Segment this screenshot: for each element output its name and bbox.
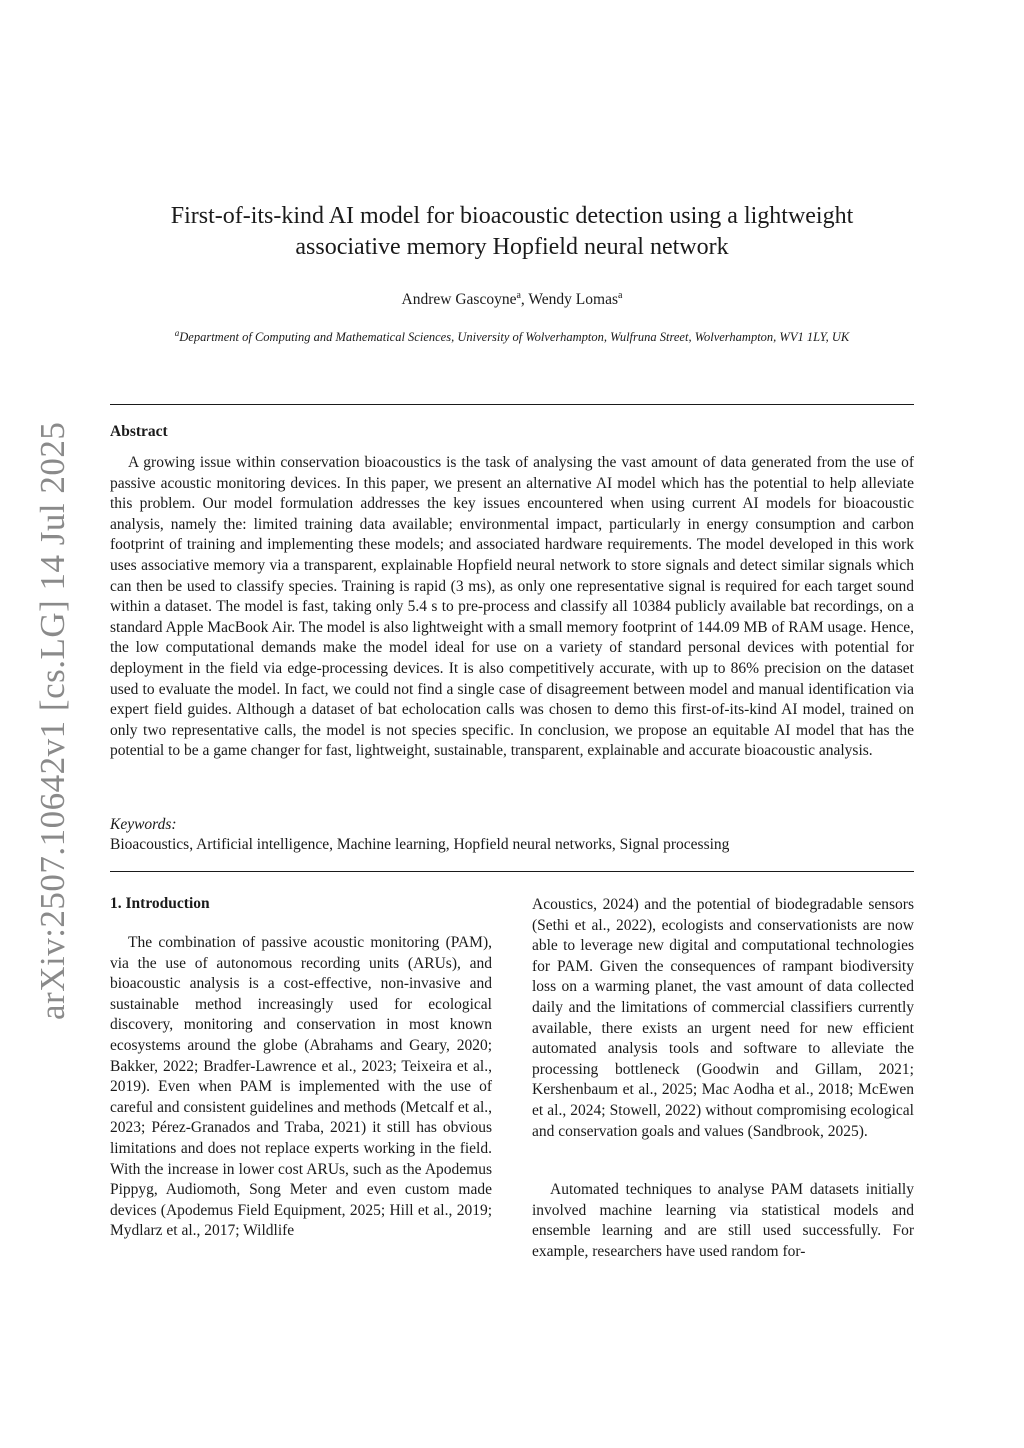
author-affiliation-mark: a [516, 290, 521, 301]
title-line-1: First-of-its-kind AI model for bioacoustic detection using a lightweight [170, 203, 854, 229]
abstract-heading: Abstract [110, 423, 168, 440]
intro-right-paragraph-2: Automated techniques to analyse PAM datasets initially involved machine learning via statistical models and ensemble learning and are still used successfully. For example, researchers have used random for- [532, 1181, 914, 1260]
author-list [110, 290, 914, 309]
bottom-divider [110, 871, 914, 872]
intro-left-paragraph: The combination of passive acoustic monitoring (PAM), via the use of autonomous recording units (ARUs), and bioacoustic analysis is a cost-effective, non-invasive and sustainable method increasingly used for ecological discovery, monitoring and conservation in most known ecosystems around the globe (Abrahams and Geary, 2020; Bakker, 2022; Bradfer-Lawrence et al., 2023; Teixeira et al., 2019). Even when PAM is implemented with the use of careful and consistent guidelines and methods (Metcalf et al., 2023; Pérez-Granados and Traba, 2021) it still has obvious limitations and does not replace experts working in the field. With the increase in lower cost ARUs, such as the Apodemus Pippyg, Audiomoth, Song Meter and even custom made devices (Apodemus Field Equipment, 2025; Hill et al., 2019; Mydlarz et al., 2017; Wildlife [110, 934, 492, 1240]
keywords-text: Bioacoustics, Artificial intelligence, Machine learning, Hopfield neural networks, Signal processing [110, 836, 730, 853]
affiliation [110, 328, 914, 345]
affiliation-mark: a [174, 328, 180, 338]
top-divider [110, 404, 914, 405]
section-heading-introduction: 1. Introduction [110, 895, 210, 912]
keywords-label: Keywords: [110, 816, 177, 833]
author-name: Andrew Gascoyne [401, 291, 517, 309]
arxiv-identifier: arXiv:2507.10642v1 [cs.LG] 14 Jul 2025 [33, 421, 72, 1020]
abstract-body: A growing issue within conservation bioacoustics is the task of analysing the vast amount of data generated from the use of passive acoustic monitoring devices. In this paper, we present an alternative AI model which has the potential to help alleviate this problem. Our model formulation addresses the key issues encountered when using current AI models for bioacoustic analysis, namely the: limited training data available; environmental impact, particularly in energy consumption and carbon footprint of training and implementing these models; and associated hardware requirements. The model developed in this work uses associative memory via a transparent, explainable Hopfield neural network to store signals and detect similar signals which can then be used to classify species. Training is rapid (3 ms), as only one representative signal is required for each target sound within a dataset. The model is fast, taking only 5.4 s to pre-process and classify all 10384 publicly available bat recordings, on a standard Apple MacBook Air. The model is also lightweight with a small memory footprint of 144.09 MB of RAM usage. Hence, the low computational demands make the model ideal for use on a variety of standard personal devices with potential for deployment in the field via edge-processing devices. It is also competitively accurate, with up to 86% precision on the dataset used to evaluate the model. In fact, we could not find a single case of disagreement between model and manual identification via expert field guides. Although a dataset of bat echolocation calls was chosen to demo this first-of-its-kind AI model, trained on only two representative calls, the model is not species specific. In conclusion, we propose an equitable AI model that has the potential to be a game changer for fast, lightweight, sustainable, transparent, explainable and accurate bioacoustic analysis. [110, 454, 914, 760]
author-separator: , [520, 291, 529, 309]
affiliation-text: Department of Computing and Mathematical Sciences, University of Wolverhampton, Wulfruna Street, Wolverhampton, WV1 1LY, UK [179, 330, 850, 345]
intro-right-paragraph-1: Acoustics, 2024) and the potential of biodegradable sensors (Sethi et al., 2022), ecologists and conservationists are now able to leverage new digital and computational technologies for PAM. Given the consequences of rampant biodiversity loss on a warming planet, the vast amount of data collected daily and the limitations of commercial classifiers currently available, there exists an urgent need for new efficient automated analysis tools and software to alleviate the processing bottleneck (Goodwin and Gillam, 2021; Kershenbaum et al., 2025; Mac Aodha et al., 2018; McEwen et al., 2024; Stowell, 2022) without compromising ecological and conservation goals and values (Sandbrook, 2025). [532, 896, 914, 1140]
paper-title [110, 201, 914, 263]
author-name: Wendy Lomas [528, 291, 618, 309]
author-affiliation-mark: a [618, 290, 623, 301]
title-line-2: associative memory Hopfield neural network [295, 234, 729, 260]
